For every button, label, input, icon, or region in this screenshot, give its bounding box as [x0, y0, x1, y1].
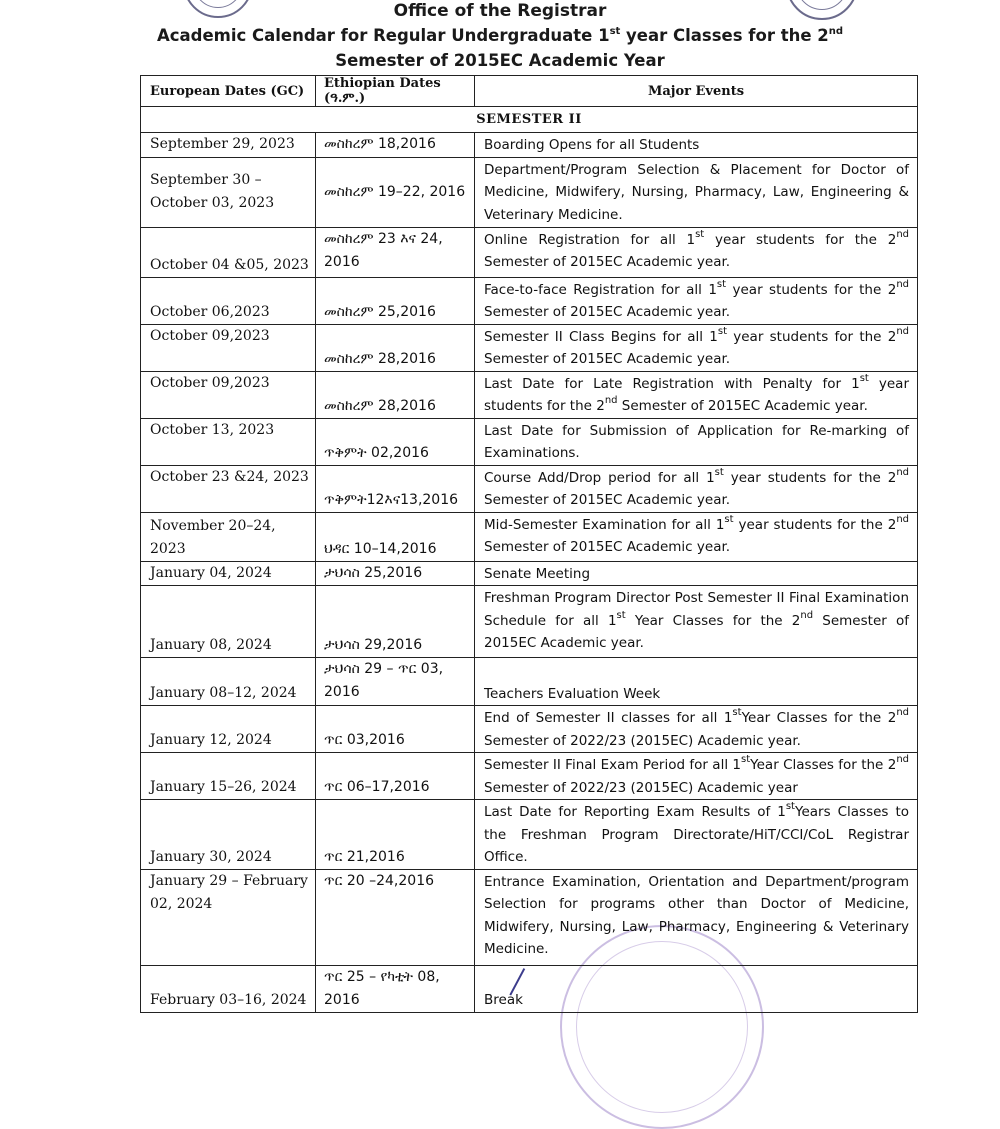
- section-title: SEMESTER II: [141, 107, 918, 133]
- et-date-cell: መስከረም 18,2016: [316, 133, 475, 158]
- event-cell: Last Date for Submission of Application for Re-marking of Examinations.: [475, 418, 918, 465]
- et-date-cell: ጥር 25 – የካቲት 08, 2016: [316, 965, 475, 1012]
- calendar-title-line1: Academic Calendar for Regular Undergraduate 1st year Classes for the 2nd: [156, 26, 844, 45]
- table-row: [141, 371, 918, 418]
- column-header-events: Major Events: [475, 76, 918, 107]
- table-row: [141, 800, 918, 870]
- table-header-row: [141, 76, 918, 107]
- event-cell: Entrance Examination, Orientation and Department/program Selection for programs other than Doctor of Medicine, Midwifery, Nursing, Law, Pharmacy, Engineering & Veterinary Medicine.: [475, 869, 918, 965]
- gc-date-cell: January 04, 2024: [141, 561, 316, 586]
- et-date-cell: ታህሳስ 29 – ጥር 03, 2016: [316, 658, 475, 706]
- event-cell: Boarding Opens for all Students: [475, 133, 918, 158]
- et-date-cell: መስከረም 23 እና 24, 2016: [316, 227, 475, 277]
- table-row: [141, 227, 918, 277]
- et-date-cell: ታህሳስ 25,2016: [316, 561, 475, 586]
- event-cell: Mid-Semester Examination for all 1st year students for the 2nd Semester of 2015EC Academic year.: [475, 512, 918, 561]
- gc-date-cell: January 15–26, 2024: [141, 753, 316, 800]
- gc-date-cell: February 03–16, 2024: [141, 965, 316, 1012]
- et-date-cell: መስከረም 28,2016: [316, 324, 475, 371]
- gc-date-cell: October 06,2023: [141, 277, 316, 324]
- event-cell: Department/Program Selection & Placement for Doctor of Medicine, Midwifery, Nursing, Pharmacy, Law, Engineering & Veterinary Medicine.: [475, 157, 918, 227]
- et-date-cell: ህዳር 10–14,2016: [316, 512, 475, 561]
- table-row: [141, 418, 918, 465]
- gc-date-cell: January 08, 2024: [141, 586, 316, 658]
- et-date-cell: ጥር 20 –24,2016: [316, 869, 475, 965]
- column-header-gc: European Dates (GC): [141, 76, 316, 107]
- event-cell: Face-to-face Registration for all 1st year students for the 2nd Semester of 2015EC Academic year.: [475, 277, 918, 324]
- et-date-cell: ጥር 03,2016: [316, 706, 475, 753]
- event-cell: Last Date for Reporting Exam Results of 1stYears Classes to the Freshman Program Directorate/HiT/CCI/CoL Registrar Office.: [475, 800, 918, 870]
- event-cell: End of Semester II classes for all 1stYear Classes for the 2nd Semester of 2022/23 (2015EC) Academic year.: [475, 706, 918, 753]
- event-cell: Online Registration for all 1st year students for the 2nd Semester of 2015EC Academic year.: [475, 227, 918, 277]
- table-row: [141, 465, 918, 512]
- et-date-cell: ጥር 21,2016: [316, 800, 475, 870]
- section-row: [141, 107, 918, 133]
- et-date-cell: ጥቅምት 02,2016: [316, 418, 475, 465]
- gc-date-cell: September 29, 2023: [141, 133, 316, 158]
- event-cell: Freshman Program Director Post Semester II Final Examination Schedule for all 1st Year Classes for the 2nd Semester of 2015EC Academic year.: [475, 586, 918, 658]
- office-title: Office of the Registrar: [393, 1, 607, 21]
- event-cell: Semester II Class Begins for all 1st year students for the 2nd Semester of 2015EC Academic year.: [475, 324, 918, 371]
- gc-date-cell: January 29 – February 02, 2024: [141, 869, 316, 965]
- event-cell: Course Add/Drop period for all 1st year students for the 2nd Semester of 2015EC Academic year.: [475, 465, 918, 512]
- table-row: [141, 706, 918, 753]
- table-row: [141, 586, 918, 658]
- table-row: [141, 561, 918, 586]
- gc-date-cell: January 30, 2024: [141, 800, 316, 870]
- calendar-title-line2: Semester of 2015EC Academic Year: [335, 51, 665, 70]
- gc-date-cell: October 13, 2023: [141, 418, 316, 465]
- event-cell: Senate Meeting: [475, 561, 918, 586]
- table-row: [141, 869, 918, 965]
- event-cell: Last Date for Late Registration with Penalty for 1st year students for the 2nd Semester of 2015EC Academic year.: [475, 371, 918, 418]
- event-cell: Teachers Evaluation Week: [475, 658, 918, 706]
- gc-date-cell: January 08–12, 2024: [141, 658, 316, 706]
- table-row: [141, 658, 918, 706]
- table-row: [141, 512, 918, 561]
- gc-date-cell: October 23 &24, 2023: [141, 465, 316, 512]
- et-date-cell: ታህሳስ 29,2016: [316, 586, 475, 658]
- event-cell: Semester II Final Exam Period for all 1stYear Classes for the 2nd Semester of 2022/23 (2015EC) Academic year: [475, 753, 918, 800]
- gc-date-cell: October 04 &05, 2023: [141, 227, 316, 277]
- table-row: [141, 324, 918, 371]
- gc-date-cell: November 20–24, 2023: [141, 512, 316, 561]
- et-date-cell: መስከረም 28,2016: [316, 371, 475, 418]
- event-cell: Break: [475, 965, 918, 1012]
- gc-date-cell: October 09,2023: [141, 371, 316, 418]
- gc-date-cell: October 09,2023: [141, 324, 316, 371]
- table-row: [141, 277, 918, 324]
- et-date-cell: ጥቅምት12እና13,2016: [316, 465, 475, 512]
- academic-calendar-table: [140, 75, 918, 1013]
- table-row: [141, 965, 918, 1012]
- et-date-cell: ጥር 06–17,2016: [316, 753, 475, 800]
- et-date-cell: መስከረም 25,2016: [316, 277, 475, 324]
- gc-date-cell: January 12, 2024: [141, 706, 316, 753]
- table-row: [141, 753, 918, 800]
- column-header-et: Ethiopian Dates (ዓ.ም.): [316, 76, 475, 107]
- et-date-cell: መስከረም 19–22, 2016: [316, 157, 475, 227]
- gc-date-cell: September 30 – October 03, 2023: [141, 157, 316, 227]
- table-row: [141, 157, 918, 227]
- table-row: [141, 133, 918, 158]
